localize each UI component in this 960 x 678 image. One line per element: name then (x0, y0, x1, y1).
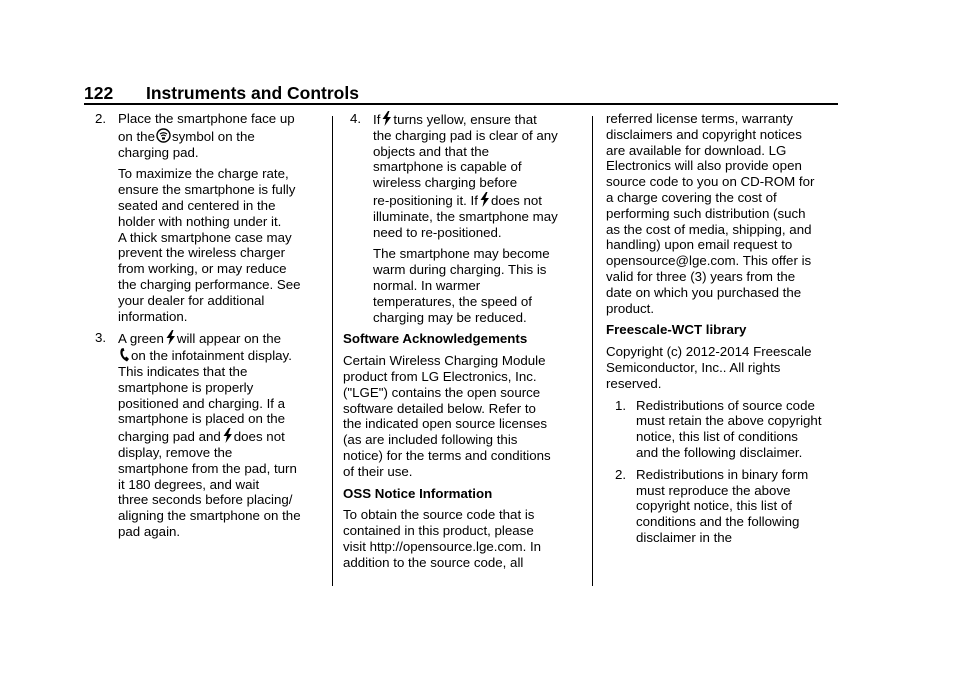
column-1 (88, 111, 328, 540)
text-line: notice, this list of conditions (636, 429, 798, 445)
text-line: three seconds before placing/ (118, 492, 293, 508)
text-line: prevent the wireless charger (118, 245, 286, 261)
step-2-paragraph (118, 166, 328, 324)
text-line: from working, or may reduce (118, 261, 287, 277)
step-number: 4. (350, 111, 362, 126)
step-2 (88, 111, 328, 324)
license-paragraph (606, 111, 846, 316)
text-line: reserved. (606, 375, 662, 391)
text-line: charging may be reduced. (373, 309, 527, 325)
text-line: Redistributions in binary form (636, 466, 809, 482)
column-divider-1 (332, 116, 333, 586)
text-span: symbol on the (171, 128, 255, 144)
text-line: conditions and the following (636, 514, 800, 530)
text-line: performing such distribution (such (606, 205, 806, 221)
text-line: display, remove the (118, 444, 233, 460)
lightning-bolt-icon (165, 330, 176, 345)
text-line: Semiconductor, Inc.. All rights (606, 359, 781, 375)
item-number: 2. (615, 466, 627, 482)
text-line: software detailed below. Refer to (343, 400, 536, 416)
text-line: are available for download. LG (606, 142, 787, 158)
step-number: 3. (95, 330, 107, 346)
text-line: To obtain the source code that is (343, 507, 535, 523)
text-line: smartphone is properly (118, 379, 254, 395)
text-line: notice) for the terms and conditions (343, 447, 551, 463)
text-line: Copyright (c) 2012-2014 Freescale (606, 344, 812, 360)
text-line: The smartphone may become (373, 246, 550, 262)
text-span: on the infotainment display. (131, 348, 292, 364)
text-line: disclaimer in the (636, 529, 733, 545)
text-line: source code to you on CD-ROM for (606, 174, 815, 190)
text-line: the indicated open source licenses (343, 416, 548, 432)
text-line: holder with nothing under it. (118, 213, 282, 229)
text-line: date on which you purchased the (606, 284, 802, 300)
phone-charge-symbol-icon (156, 128, 171, 143)
text-line: smartphone from the pad, turn (118, 460, 297, 476)
text-line: as the cost of media, shipping, and (606, 221, 812, 237)
text-line: valid for three (3) years from the (606, 268, 796, 284)
text-line: aligning the smartphone on the (118, 508, 301, 524)
item-number: 1. (615, 397, 627, 413)
text-line: the charging pad is clear of any (373, 127, 558, 143)
text-line: To maximize the charge rate, (118, 166, 289, 182)
text-line: must reproduce the above (636, 482, 791, 498)
text-line: warm during charging. This is (373, 262, 547, 278)
text-line: contained in this product, please (343, 523, 534, 539)
text-line: visit http://opensource.lge.com. In (343, 538, 542, 554)
text-span: on the (118, 128, 155, 144)
text-line: positioned and charging. If a (118, 395, 286, 411)
page-number: 122 (84, 83, 114, 103)
freescale-heading: Freescale-WCT library (606, 322, 747, 338)
text-line: charging pad. (118, 144, 199, 160)
text-line: addition to the source code, all (343, 554, 524, 570)
text-line: a charge covering the cost of (606, 189, 777, 205)
text-span: A green (118, 331, 164, 347)
license-item-2 (606, 467, 846, 546)
text-line: Place the smartphone face up (118, 111, 295, 126)
text-line: referred license terms, warranty (606, 111, 793, 126)
column-2 (343, 111, 588, 571)
text-line: illuminate, the smartphone may (373, 208, 558, 224)
step-3 (88, 330, 328, 539)
text-span: turns yellow, ensure that (393, 112, 537, 127)
copyright-paragraph (606, 344, 846, 391)
software-paragraph (343, 353, 588, 479)
text-line: disclaimers and copyright notices (606, 126, 802, 142)
phone-handset-icon (119, 348, 130, 362)
text-line: it 180 degrees, and wait (118, 476, 260, 492)
step-4 (343, 111, 588, 325)
text-line: smartphone is placed on the (118, 411, 286, 427)
text-line: objects and that the (373, 143, 490, 159)
text-line: ("LGE") contains the open source (343, 384, 541, 400)
text-line: your dealer for additional (118, 292, 265, 308)
text-line: copyright notice, this list of (636, 498, 792, 514)
text-line: wireless charging before (373, 175, 518, 191)
license-item-1 (606, 398, 846, 461)
text-span: If (373, 112, 381, 127)
lightning-bolt-icon (381, 111, 392, 126)
text-line: handling) upon email request to (606, 237, 793, 253)
text-line: Certain Wireless Charging Module (343, 353, 546, 369)
column-divider-2 (592, 116, 593, 586)
text-line: Electronics will also provide open (606, 158, 802, 174)
software-acknowledgements-heading: Software Acknowledgements (343, 331, 528, 347)
column-3 (606, 111, 846, 546)
text-line: ensure the smartphone is fully (118, 182, 296, 198)
text-span: charging pad and (118, 429, 221, 445)
text-line: A thick smartphone case may (118, 229, 292, 245)
text-line: need to re-positioned. (373, 224, 502, 240)
text-span: re-positioning it. If (373, 192, 478, 208)
text-line: temperatures, the speed of (373, 293, 532, 309)
oss-notice-heading: OSS Notice Information (343, 485, 493, 501)
header-rule (84, 103, 838, 105)
text-line: pad again. (118, 523, 181, 539)
text-line: the charging performance. See (118, 276, 301, 292)
text-line: This indicates that the (118, 363, 248, 379)
text-span: does not (233, 429, 285, 445)
page-title: Instruments and Controls (146, 83, 359, 103)
text-line: information. (118, 308, 188, 324)
oss-paragraph (343, 507, 588, 570)
text-line: opensource@lge.com. This offer is (606, 253, 812, 269)
text-line: of their use. (343, 463, 413, 479)
text-line: and the following disclaimer. (636, 444, 803, 460)
text-span: does not (490, 192, 542, 208)
text-line: normal. In warmer (373, 277, 481, 293)
text-line: product. (606, 300, 655, 316)
text-line: Redistributions of source code (636, 397, 815, 413)
text-line: product from LG Electronics, Inc. (343, 368, 537, 384)
text-span: will appear on the (176, 331, 282, 347)
text-line: must retain the above copyright (636, 413, 822, 429)
text-line: seated and centered in the (118, 197, 276, 213)
text-line: (as are included following this (343, 432, 518, 448)
lightning-bolt-icon (479, 192, 490, 207)
page-header (84, 83, 359, 104)
step-number: 2. (95, 111, 107, 126)
lightning-bolt-icon (222, 428, 233, 443)
text-line: smartphone is capable of (373, 159, 522, 175)
